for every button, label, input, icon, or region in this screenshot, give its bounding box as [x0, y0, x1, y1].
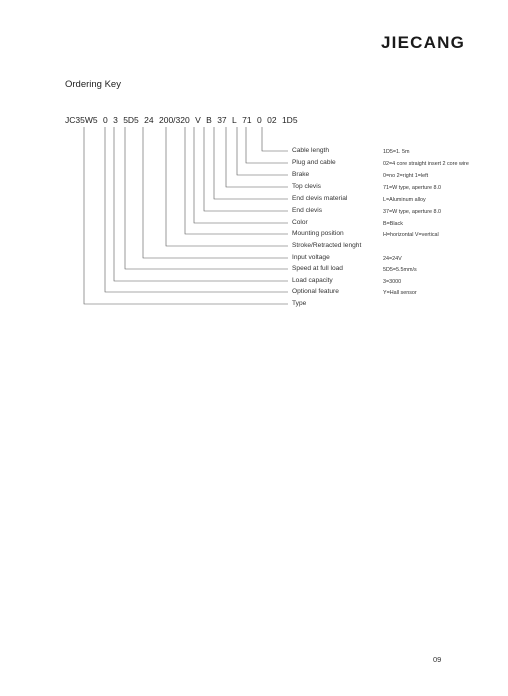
row-value: L=Aluminum alloy	[383, 197, 426, 203]
row-value: Y=Hall sensor	[383, 290, 417, 296]
row-label: Stroke/Retracted lenght	[292, 242, 362, 249]
code-part: B	[206, 115, 212, 125]
row-value: 0=no 2=right 1=left	[383, 173, 429, 179]
row-label: Input voltage	[292, 254, 330, 261]
code-part: 200/320	[159, 115, 190, 125]
code-part: 3	[113, 115, 118, 125]
row-label: Color	[292, 219, 308, 226]
row-value: 02=4 core straight insert 2 core wire	[383, 161, 469, 167]
row-value: 5D5=5.5mm/s	[383, 267, 417, 273]
brand-logo: JIECANG	[381, 33, 465, 52]
row-label: Plug and cable	[292, 159, 336, 166]
code-part: 5D5	[123, 115, 139, 125]
row-value: 1D5=1. 5m	[383, 149, 410, 155]
row-value: 24=24V	[383, 256, 402, 262]
row-value: 37=W type, aperture 8.0	[383, 209, 441, 215]
code-part: 71	[242, 115, 252, 125]
row-value: 3=3000	[383, 279, 402, 285]
section-title: Ordering Key	[65, 79, 121, 90]
row-label: Mounting position	[292, 230, 344, 237]
row-label: Load capacity	[292, 277, 333, 284]
row-label: End clevis	[292, 207, 323, 214]
leader-line	[185, 127, 288, 234]
row-label: Speed at full load	[292, 265, 343, 272]
row-label: Type	[292, 300, 307, 307]
row-label: Optional feature	[292, 288, 339, 295]
leader-line	[84, 127, 288, 304]
code-part: 24	[144, 115, 154, 125]
code-part: JC35W5	[65, 115, 98, 125]
code-part: 1D5	[281, 115, 298, 125]
leader-line	[262, 127, 288, 151]
code-part: 37	[217, 115, 227, 125]
leader-line	[226, 127, 288, 187]
row-value: B=Black	[383, 221, 403, 227]
leader-line	[246, 127, 288, 163]
row-label: End clevis material	[292, 195, 348, 202]
row-label: Brake	[292, 171, 310, 178]
row-label: Top clevis	[292, 183, 321, 190]
code-part: 0	[102, 115, 108, 125]
code-part: L	[232, 115, 237, 125]
leader-line	[105, 127, 288, 292]
row-label: Cable length	[292, 147, 330, 154]
row-value: H=horizontal V=vertical	[383, 232, 439, 238]
code-part: 02	[267, 115, 277, 125]
page-number: 09	[433, 655, 442, 664]
leader-line	[166, 127, 288, 246]
leader-line	[143, 127, 288, 258]
row-value: 71=W type, aperture 8.0	[383, 185, 441, 191]
code-part: 0	[257, 115, 262, 125]
leader-line	[125, 127, 288, 269]
code-part: V	[195, 115, 201, 125]
